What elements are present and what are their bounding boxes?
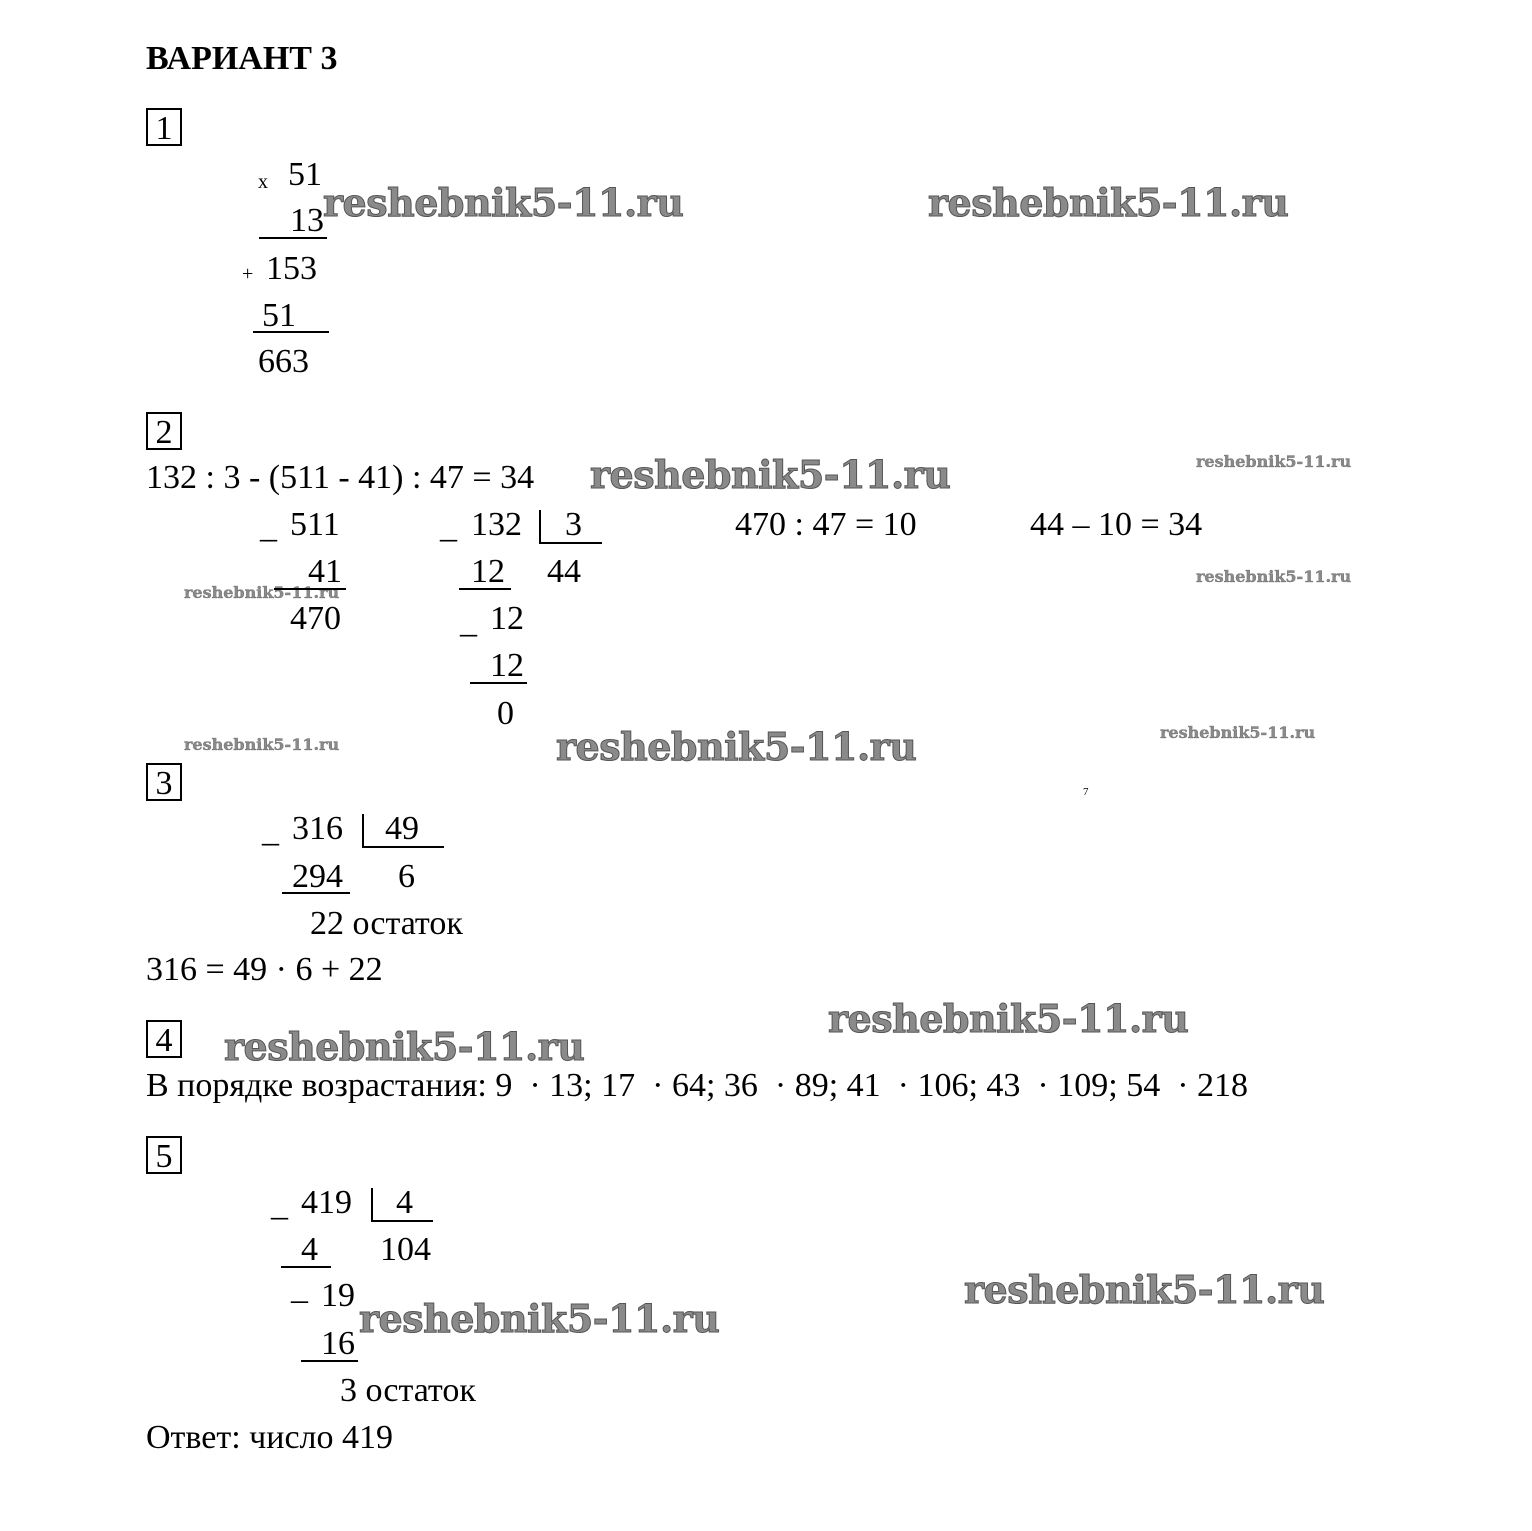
- watermark: reshebnik5-11.ru: [224, 1024, 585, 1069]
- divisor-underline: [539, 542, 602, 544]
- task3-check: 316 = 49 · 6 + 22: [146, 951, 383, 988]
- difference: 470: [290, 600, 341, 637]
- watermark: reshebnik5-11.ru: [359, 1296, 720, 1341]
- watermark: reshebnik5-11.ru: [964, 1267, 1325, 1312]
- plus-sign: +: [242, 263, 254, 285]
- task4-answer: В порядке возрастания: 9 · 13; 17 · 64; 36 · 89; 41 · 106; 43 · 109; 54 · 218: [146, 1067, 1249, 1104]
- step-3: 12: [490, 647, 524, 684]
- step-3: 16: [321, 1325, 355, 1362]
- step-1: 4: [301, 1231, 318, 1268]
- partial-product-2: 51: [262, 297, 296, 334]
- task5-answer: Ответ: число 419: [146, 1419, 394, 1456]
- watermark: reshebnik5-11.ru: [184, 735, 340, 754]
- minus-sign: _: [262, 812, 279, 849]
- watermark: reshebnik5-11.ru: [590, 452, 951, 497]
- dividend: 132: [471, 506, 522, 543]
- minus-sign: _: [440, 508, 457, 545]
- underline: [301, 1360, 358, 1362]
- minus-sign: _: [260, 508, 277, 545]
- underline: [259, 237, 327, 239]
- page-title: ВАРИАНТ 3: [146, 40, 338, 77]
- minus-sign: _: [271, 1186, 288, 1223]
- division-bar: [371, 1188, 373, 1222]
- step-2: 19: [321, 1277, 355, 1314]
- task-number-5: 5: [146, 1136, 182, 1174]
- minus-sign: –: [291, 1281, 308, 1318]
- divisor-underline: [362, 846, 444, 848]
- subtrahend: 41: [308, 553, 342, 590]
- remainder-line: 22 остаток: [310, 905, 463, 942]
- underline: [470, 682, 527, 684]
- partial-product-1: 153: [266, 250, 317, 287]
- multiply-sign: x: [258, 171, 268, 193]
- divisor-underline: [371, 1220, 433, 1222]
- underline: [253, 331, 329, 333]
- task2-equation-1: 470 : 47 = 10: [735, 506, 917, 543]
- watermark: reshebnik5-11.ru: [928, 180, 1289, 225]
- product: 294: [292, 858, 343, 895]
- division-bar: [362, 814, 364, 848]
- remainder-line: 3 остаток: [340, 1372, 476, 1409]
- quotient: 6: [398, 858, 415, 895]
- watermark: reshebnik5-11.ru: [828, 996, 1189, 1041]
- watermark: reshebnik5-11.ru: [1160, 723, 1316, 742]
- watermark: reshebnik5-11.ru: [1196, 452, 1352, 471]
- step-2: 12: [490, 600, 524, 637]
- dividend: 316: [292, 810, 343, 847]
- task2-expression: 132 : 3 - (511 - 41) : 47 = 34: [146, 459, 535, 496]
- quotient: 44: [547, 553, 581, 590]
- remainder: 0: [497, 695, 514, 732]
- division-bar: [539, 510, 541, 544]
- minus-sign: _: [460, 603, 477, 640]
- dividend: 419: [301, 1184, 352, 1221]
- divisor: 4: [396, 1184, 413, 1221]
- stray-mark: 7: [1083, 786, 1089, 798]
- underline: [281, 1266, 331, 1268]
- minuend: 511: [290, 506, 340, 543]
- watermark: reshebnik5-11.ru: [1196, 567, 1352, 586]
- task-number-2: 2: [146, 412, 182, 450]
- divisor: 49: [385, 810, 419, 847]
- watermark: reshebnik5-11.ru: [323, 180, 684, 225]
- task-number-3: 3: [146, 763, 182, 801]
- watermark: reshebnik5-11.ru: [556, 724, 917, 769]
- divisor: 3: [565, 506, 582, 543]
- step-1: 12: [471, 553, 505, 590]
- task-number-4: 4: [146, 1020, 182, 1058]
- product-result: 663: [258, 343, 309, 380]
- underline: [274, 588, 346, 590]
- underline: [282, 892, 350, 894]
- task2-equation-2: 44 – 10 = 34: [1030, 506, 1203, 543]
- quotient: 104: [380, 1231, 431, 1268]
- task-number-1: 1: [146, 108, 182, 146]
- underline: [459, 588, 511, 590]
- multiplicand: 51: [288, 156, 322, 193]
- multiplier: 13: [290, 202, 324, 239]
- watermark: reshebnik5-11.ru: [184, 583, 340, 602]
